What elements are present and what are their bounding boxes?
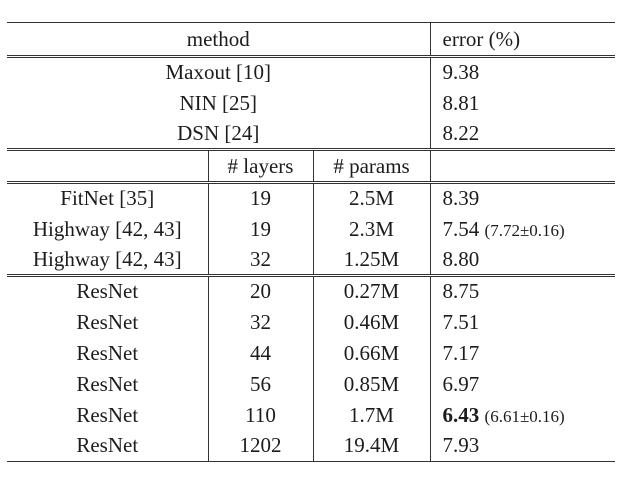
layers-cell: 19: [208, 183, 313, 214]
layers-cell: 20: [208, 276, 313, 307]
method-header: method: [7, 23, 430, 57]
table-row: [7, 88, 615, 119]
params-cell: 2.5M: [313, 183, 430, 214]
table-row: [7, 276, 615, 307]
params-cell: 0.46M: [313, 307, 430, 338]
params-cell: 1.7M: [313, 400, 430, 431]
error-cell: [430, 276, 615, 307]
method-cell: ResNet: [7, 307, 208, 338]
error-value: 6.97: [442, 371, 480, 396]
error-cell: [430, 245, 615, 276]
error-cell: [430, 338, 615, 369]
params-cell: 1.25M: [313, 245, 430, 276]
empty-cell: [7, 150, 208, 183]
params-cell: 2.3M: [313, 214, 430, 245]
table-row: [7, 57, 615, 88]
error-value: 7.51: [442, 309, 480, 334]
table-row: [7, 119, 615, 150]
table-row: [7, 183, 615, 214]
error-note: (7.72±0.16): [484, 220, 565, 240]
layers-cell: 19: [208, 214, 313, 245]
params-cell: 0.66M: [313, 338, 430, 369]
layers-cell: 44: [208, 338, 313, 369]
params-cell: 0.85M: [313, 369, 430, 400]
error-cell: 8.22: [442, 120, 480, 145]
error-value: 7.54: [442, 216, 480, 241]
table-row: [7, 431, 615, 462]
method-cell: NIN [25]: [7, 88, 430, 119]
method-cell: ResNet: [7, 400, 208, 431]
empty-cell: [430, 150, 615, 183]
error-value: 8.80: [442, 246, 480, 271]
params-cell: 19.4M: [313, 431, 430, 462]
table-row: [7, 307, 615, 338]
layers-cell: 110: [208, 400, 313, 431]
error-cell: 9.38: [430, 57, 615, 88]
method-cell: ResNet: [7, 369, 208, 400]
error-value: 7.93: [442, 433, 480, 458]
error-cell: 8.81: [442, 90, 480, 115]
error-cell: [430, 307, 615, 338]
results-table: [7, 22, 615, 462]
layers-cell: 32: [208, 307, 313, 338]
error-cell: [430, 369, 615, 400]
method-cell: ResNet: [7, 276, 208, 307]
table-row: [7, 338, 615, 369]
layers-cell: 32: [208, 245, 313, 276]
error-note: (6.61±0.16): [484, 406, 565, 426]
method-cell: ResNet: [7, 431, 208, 462]
method-cell: Highway [42, 43]: [7, 214, 208, 245]
method-cell: FitNet [35]: [7, 183, 208, 214]
table-row: [7, 400, 615, 431]
error-cell: [430, 400, 615, 431]
error-cell: [430, 431, 615, 462]
table-row: [7, 369, 615, 400]
layers-cell: 56: [208, 369, 313, 400]
method-cell: ResNet: [7, 338, 208, 369]
method-cell: Highway [42, 43]: [7, 245, 208, 276]
params-header: # params: [313, 150, 430, 183]
error-value: 8.39: [442, 186, 480, 211]
error-cell: [430, 214, 615, 245]
layers-cell: 1202: [208, 431, 313, 462]
header-row: [7, 23, 615, 57]
table-row: [7, 245, 615, 276]
layers-header: # layers: [208, 150, 313, 183]
table-row: [7, 214, 615, 245]
best-error-value: 6.43: [442, 402, 480, 427]
error-value: 7.17: [442, 340, 480, 365]
error-header: error (%): [430, 23, 615, 57]
error-value: 8.75: [442, 279, 480, 304]
method-cell: Maxout [10]: [7, 57, 430, 88]
method-cell: DSN [24]: [7, 119, 430, 150]
error-cell: [430, 183, 615, 214]
params-cell: 0.27M: [313, 276, 430, 307]
subheader-row: [7, 150, 615, 183]
